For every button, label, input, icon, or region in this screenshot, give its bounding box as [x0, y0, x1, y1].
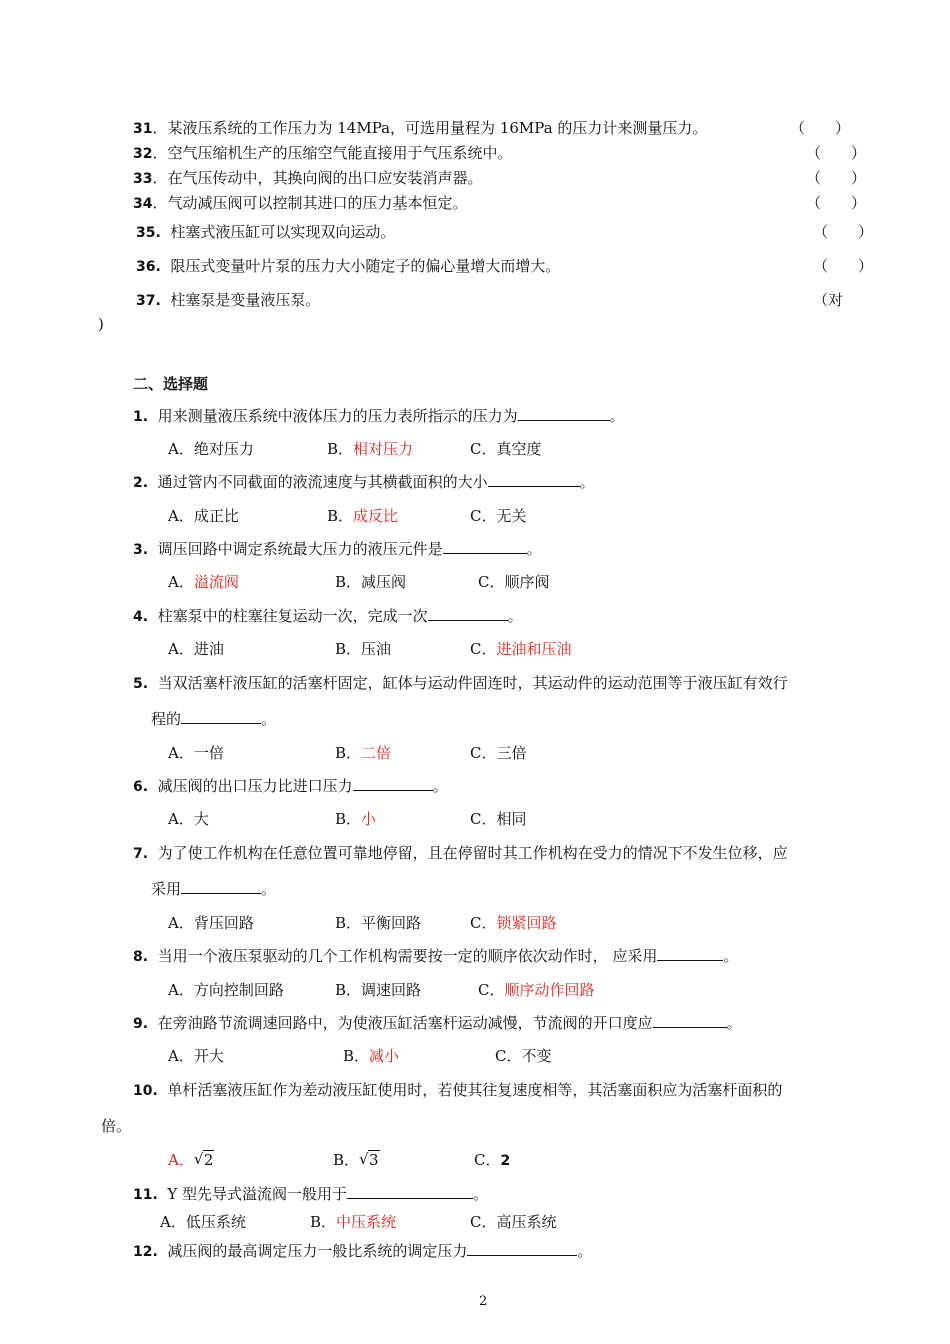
question-end: 。 — [261, 710, 277, 728]
question-10 — [133, 1080, 782, 1101]
option-b — [310, 1212, 396, 1232]
option-a — [168, 506, 239, 526]
question-1 — [133, 406, 625, 427]
question-number: 8. — [133, 949, 149, 965]
question-number: 1. — [133, 409, 149, 425]
option-text: 三倍 — [496, 744, 527, 762]
option-b — [335, 743, 391, 763]
section-title: 二、选择题 — [133, 375, 209, 393]
option-text: 调速回路 — [361, 981, 422, 999]
question-text: 通过管内不同截面的液流速度与其横截面积的大小 — [157, 473, 488, 491]
option-label: C． — [470, 440, 497, 458]
question-end: 。 — [507, 607, 523, 625]
option-a — [168, 439, 254, 459]
option-text: 高压系统 — [496, 1213, 557, 1231]
answer-blank — [518, 406, 610, 421]
option-label: A． — [168, 573, 194, 591]
answer-blank — [353, 776, 433, 791]
item-number: 36. — [136, 259, 161, 275]
option-b — [335, 980, 421, 1000]
option-label: C． — [474, 1151, 501, 1169]
option-text-answer: 进油和压油 — [496, 640, 572, 658]
radical-icon: √ — [193, 1150, 204, 1168]
option-b — [335, 572, 406, 592]
sqrt-symbol — [194, 1150, 215, 1170]
question-5 — [133, 673, 788, 694]
question-end: 。 — [577, 1242, 593, 1260]
answer-blank — [181, 879, 261, 894]
answer-parens: （对 — [813, 291, 844, 309]
option-text: 3 — [369, 1151, 379, 1169]
option-label-answer: A． — [168, 1151, 194, 1169]
question-number: 2. — [133, 475, 149, 491]
radical-icon: √ — [359, 1150, 369, 1168]
tf-item-34 — [133, 193, 468, 214]
option-text: 方向控制回路 — [193, 981, 284, 999]
tf-item-32 — [133, 143, 513, 164]
answer-blank — [181, 709, 261, 724]
question-3 — [133, 539, 542, 560]
question-11 — [133, 1184, 488, 1205]
option-label: A． — [168, 810, 194, 828]
option-c — [470, 506, 527, 526]
question-number: 4. — [133, 609, 149, 625]
option-label: C． — [470, 914, 497, 932]
option-text-answer: 成反比 — [353, 507, 399, 525]
question-end: 。 — [579, 473, 595, 491]
question-text: 在旁油路节流调速回路中，为使液压缸活塞杆运动减慢，节流阀的开口度应 — [157, 1014, 653, 1032]
option-c — [470, 439, 542, 459]
option-text: 无关 — [496, 507, 527, 525]
question-text: 采用 — [151, 880, 182, 898]
item-text: ．在气压传动中，其换向阀的出口应安装消声器。 — [152, 169, 483, 187]
option-b — [335, 913, 421, 933]
answer-parens: （ ） — [806, 169, 867, 187]
item-text: ．空气压缩机生产的压缩空气能直接用于气压系统中。 — [152, 144, 513, 162]
question-4 — [133, 606, 523, 627]
option-label: B． — [335, 640, 362, 658]
question-7 — [133, 843, 788, 864]
option-text: 成正比 — [193, 507, 239, 525]
item-number: 32 — [133, 146, 153, 162]
question-end: 。 — [526, 540, 542, 558]
item-text: 柱塞泵是变量液压泵。 — [170, 291, 321, 309]
option-label: C． — [478, 981, 505, 999]
option-label: B． — [335, 914, 362, 932]
question-number: 9. — [133, 1016, 149, 1032]
item-text: 柱塞式液压缸可以实现双向运动。 — [170, 223, 396, 241]
option-label: A． — [168, 507, 194, 525]
option-c — [478, 980, 595, 1000]
question-text: 用来测量液压系统中液体压力的压力表所指示的压力为 — [157, 407, 518, 425]
answer-parens: （ ） — [813, 223, 874, 241]
option-c — [474, 1150, 510, 1171]
option-text: 绝对压力 — [193, 440, 254, 458]
option-label: C． — [470, 1213, 497, 1231]
option-label: A． — [168, 744, 194, 762]
option-text: 开大 — [193, 1047, 224, 1065]
option-label: B． — [327, 507, 354, 525]
option-b — [335, 809, 376, 829]
option-b — [327, 439, 413, 459]
question-text: 减压阀的最高调定压力一般比系统的调定压力 — [167, 1242, 468, 1260]
question-text: 调压回路中调定系统最大压力的液压元件是 — [157, 540, 443, 558]
question-6 — [133, 776, 448, 797]
option-text: 相同 — [496, 810, 527, 828]
question-text: 柱塞泵中的柱塞往复运动一次，完成一次 — [157, 607, 428, 625]
question-2 — [133, 472, 595, 493]
question-number: 3. — [133, 542, 149, 558]
question-number: 12. — [133, 1244, 158, 1260]
option-text-answer: 减小 — [369, 1047, 400, 1065]
option-text-answer: 小 — [361, 810, 377, 828]
question-10-continuation: 倍。 — [101, 1117, 132, 1135]
option-text: 背压回路 — [193, 914, 254, 932]
item-number: 35. — [136, 225, 161, 241]
option-text: 进油 — [193, 640, 224, 658]
item-text: ．气动减压阀可以控制其进口的压力基本恒定。 — [152, 194, 468, 212]
option-b — [335, 639, 391, 659]
option-a — [168, 743, 224, 763]
option-text: 压油 — [361, 640, 392, 658]
option-label: B． — [335, 744, 362, 762]
option-label: A． — [168, 981, 194, 999]
answer-parens: （ ） — [806, 144, 867, 162]
option-text-answer: 相对压力 — [353, 440, 414, 458]
option-label: C． — [470, 810, 497, 828]
option-b — [333, 1150, 380, 1170]
option-text-answer: 顺序动作回路 — [504, 981, 595, 999]
answer-blank — [347, 1184, 473, 1199]
option-label: C． — [495, 1047, 522, 1065]
question-text: 减压阀的出口压力比进口压力 — [157, 777, 353, 795]
tf-item-35 — [136, 222, 395, 243]
option-text: 2 — [203, 1151, 214, 1169]
option-label: A． — [168, 640, 194, 658]
option-c — [470, 743, 527, 763]
option-label: A． — [160, 1213, 186, 1231]
option-label: A． — [168, 440, 194, 458]
option-text: 2 — [500, 1153, 511, 1169]
option-label: A． — [168, 1047, 194, 1065]
item-text: 限压式变量叶片泵的压力大小随定子的偏心量增大而增大。 — [170, 257, 561, 275]
question-number: 6. — [133, 779, 149, 795]
option-c — [495, 1046, 552, 1066]
option-label: B． — [343, 1047, 370, 1065]
question-number: 7. — [133, 846, 149, 862]
tf-item-33 — [133, 168, 483, 189]
option-a — [168, 1046, 224, 1066]
answer-parens-wrap: ) — [98, 315, 104, 333]
answer-blank — [653, 1013, 727, 1028]
option-label: B． — [335, 810, 362, 828]
question-number: 10. — [133, 1083, 158, 1099]
item-number: 33 — [133, 171, 153, 187]
question-end: 。 — [726, 1014, 742, 1032]
option-c — [470, 1212, 557, 1232]
item-number: 34 — [133, 196, 153, 212]
option-b — [343, 1046, 399, 1066]
option-label: C． — [470, 744, 497, 762]
option-a — [168, 913, 254, 933]
option-b — [327, 506, 398, 526]
question-number: 5. — [133, 676, 149, 692]
tf-item-31 — [133, 118, 707, 139]
option-c — [470, 809, 527, 829]
option-label: C． — [470, 640, 497, 658]
option-text-answer: 锁紧回路 — [496, 914, 557, 932]
option-label: A． — [168, 914, 194, 932]
answer-blank — [657, 946, 723, 961]
question-5-continuation — [151, 709, 276, 729]
answer-parens: （ ） — [806, 194, 867, 212]
tf-item-37 — [136, 290, 320, 311]
answer-blank — [443, 539, 527, 554]
sqrt-symbol — [359, 1150, 380, 1170]
option-text: 平衡回路 — [361, 914, 422, 932]
item-number: 37. — [136, 293, 161, 309]
option-text: 减压阀 — [361, 573, 407, 591]
question-end: 。 — [261, 880, 277, 898]
option-text: 顺序阀 — [504, 573, 550, 591]
page-number: 2 — [479, 1294, 488, 1309]
option-label: C． — [470, 507, 497, 525]
question-text: 为了使工作机构在任意位置可靠地停留，且在停留时其工作机构在受力的情况下不发生位移，应 — [157, 844, 788, 862]
option-label: B． — [333, 1151, 360, 1169]
question-text: 当双活塞杆液压缸的活塞杆固定，缸体与运动件固连时，其运动件的运动范围等于液压缸有效行 — [157, 674, 788, 692]
option-c — [478, 572, 550, 592]
answer-parens: （ ） — [813, 257, 874, 275]
option-a — [168, 809, 209, 829]
option-text: 真空度 — [496, 440, 542, 458]
question-8 — [133, 946, 738, 967]
option-label: B． — [310, 1213, 337, 1231]
option-a — [168, 1150, 214, 1170]
option-c — [470, 913, 557, 933]
option-label: B． — [327, 440, 354, 458]
question-end: 。 — [473, 1185, 489, 1203]
option-text-answer: 中压系统 — [336, 1213, 397, 1231]
item-text: ．某液压系统的工作压力为 14MPa，可选用量程为 16MPa 的压力计来测量压力。 — [152, 119, 708, 137]
answer-blank — [467, 1241, 577, 1256]
option-text-answer: 溢流阀 — [193, 573, 239, 591]
item-number: 31 — [133, 121, 153, 137]
option-label: B． — [335, 981, 362, 999]
answer-blank — [428, 606, 508, 621]
option-a — [168, 572, 239, 592]
answer-parens: （ ） — [790, 119, 851, 137]
question-9 — [133, 1013, 742, 1034]
option-text: 低压系统 — [185, 1213, 246, 1231]
option-label: B． — [335, 573, 362, 591]
option-a — [160, 1212, 246, 1232]
option-text: 一倍 — [193, 744, 224, 762]
option-text: 大 — [193, 810, 209, 828]
option-c — [470, 639, 572, 659]
question-7-continuation — [151, 879, 276, 899]
question-12 — [133, 1241, 592, 1262]
tf-item-36 — [136, 256, 560, 277]
question-text: Y 型先导式溢流阀一般用于 — [167, 1185, 348, 1203]
question-text: 单杆活塞液压缸作为差动液压缸使用时，若使其往复速度相等，其活塞面积应为活塞杆面积的 — [167, 1081, 783, 1099]
question-end: 。 — [432, 777, 448, 795]
option-label: C． — [478, 573, 505, 591]
question-text: 当用一个液压泵驱动的几个工作机构需要按一定的顺序依次动作时， 应采用 — [157, 947, 658, 965]
question-number: 11. — [133, 1187, 158, 1203]
option-a — [168, 980, 284, 1000]
answer-blank — [488, 472, 580, 487]
option-text-answer: 二倍 — [361, 744, 392, 762]
question-end: 。 — [609, 407, 625, 425]
option-a — [168, 639, 224, 659]
question-text: 程的 — [151, 710, 182, 728]
question-end: 。 — [723, 947, 739, 965]
option-text: 不变 — [521, 1047, 552, 1065]
